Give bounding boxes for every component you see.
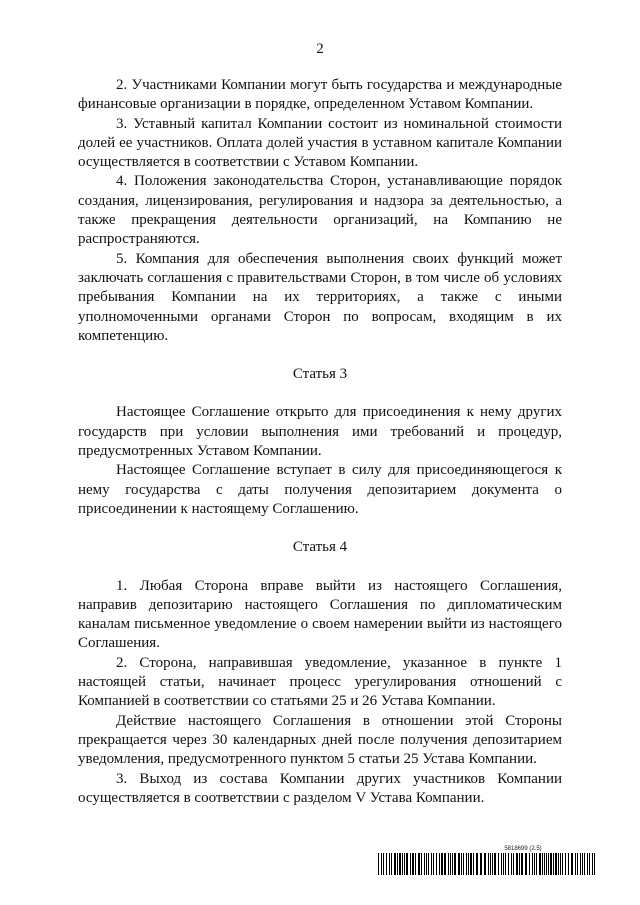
article3-paragraph-1: Настоящее Соглашение открыто для присоединения к нему других государств при условии выполнения ими требований и процедур, предусмотренных Уставом Компании. (78, 404, 562, 460)
page-number: 2 (316, 41, 324, 57)
article2-item-4: 4. Положения законодательства Сторон, устанавливающие порядок создания, лицензирования, регулирования и надзора за деятельностью, а также прекращения деятельности организаций, на Компанию не распространяются. (78, 173, 562, 248)
document-body (78, 76, 562, 808)
barcode-label: 5818699 (2.5) (504, 846, 542, 852)
barcode-icon (378, 853, 598, 875)
barcode-block (378, 846, 598, 875)
article2-item-3: 3. Уставный капитал Компании состоит из номинальной стоимости долей ее участников. Оплата долей участия в уставном капитале Компании осуществляется в соответствии с Уставом Компании. (78, 115, 562, 171)
article3-paragraph-2: Настоящее Соглашение вступает в силу для присоединяющегося к нему государства с даты получения депозитарием документа о присоединении к настоящему Соглашению. (78, 462, 562, 517)
article4-paragraph-3: Действие настоящего Соглашения в отношении этой Стороны прекращается через 30 календарных дней после получения депозитарием уведомления, предусмотренного пунктом 5 статьи 25 Устава Компании. (78, 712, 562, 768)
article4-paragraph-1: 1. Любая Сторона вправе выйти из настоящего Соглашения, направив депозитарию настоящего Соглашения по дипломатическим каналам письменное уведомление о своем намерении выйти из настоящего Соглашения. (78, 577, 562, 652)
article4-paragraph-2: 2. Сторона, направившая уведомление, указанное в пункте 1 настоящей статьи, начинает процесс урегулирования отношений с Компанией в соответствии со статьями 25 и 26 Устава Компании. (78, 654, 562, 710)
article4-heading: Статья 4 (292, 539, 348, 556)
article2-item-5: 5. Компания для обеспечения выполнения своих функций может заключать соглашения с правительствами Сторон, в том числе об условиях пребывания Компании на их территориях, а также с иными уполномоченными органами Сторон по вопросам, входящим в их компетенцию. (78, 250, 562, 344)
article2-item-2: 2. Участниками Компании могут быть государства и международные финансовые организации в порядке, определенном Уставом Компании. (78, 77, 562, 113)
article3-heading: Статья 3 (292, 366, 348, 383)
article4-paragraph-4: 3. Выход из состава Компании других участников Компании осуществляется в соответствии с разделом V Устава Компании. (78, 770, 562, 806)
